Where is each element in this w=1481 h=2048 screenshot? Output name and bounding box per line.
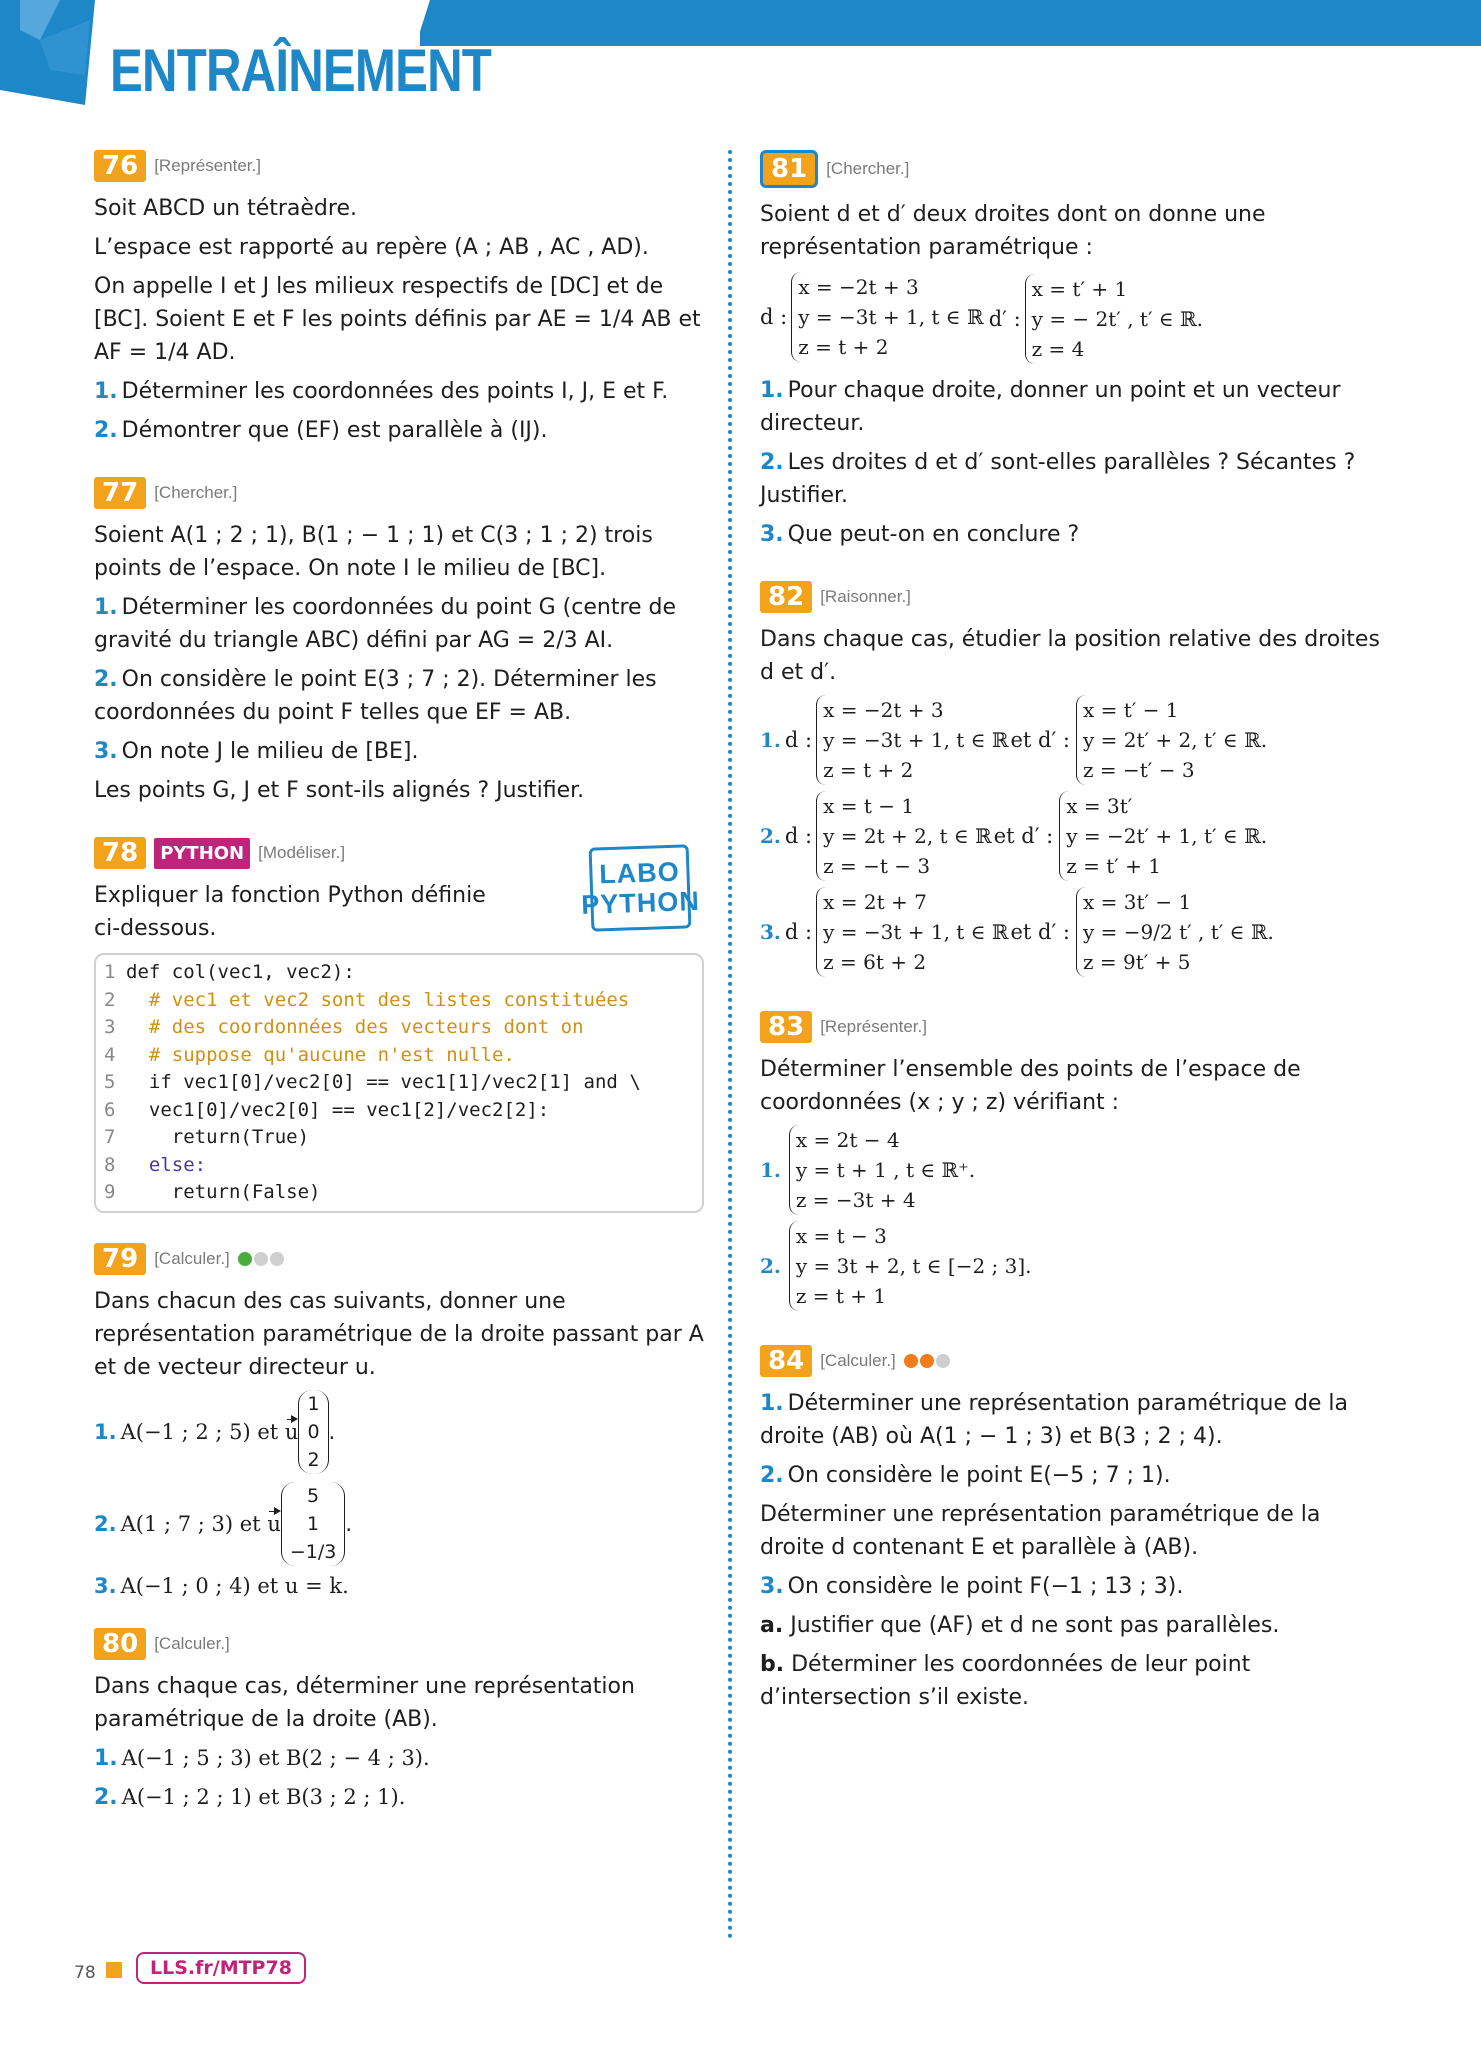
- labo-python-logo: LABO PYTHON: [589, 844, 692, 931]
- exercise-79: [94, 1243, 704, 1598]
- question-3a: a. Justifier que (AF) et d ne sont pas parallèles.: [760, 1613, 1280, 1638]
- exercise-text: On appelle I et J les milieux respectifs de [DC] et de [BC]. Soient E et F les points définis par AE = 1/4 AB et AF = 1/4 AD.: [94, 274, 701, 365]
- column-divider: [728, 150, 732, 1940]
- exercise-text: Dans chaque cas, déterminer une représentation paramétrique de la droite (AB).: [94, 1673, 635, 1732]
- question-1: 1. Déterminer les coordonnées du point G (centre de gravité du triangle ABC) défini par AG = 2/3 AI.: [94, 595, 677, 653]
- case-1: 1. A(−1 ; 2 ; 5) et u 1 0 2 .: [94, 1390, 704, 1474]
- exercise-number: 77: [94, 477, 146, 509]
- code-line: 7 return(True): [104, 1126, 310, 1148]
- page-title: ENTRAÎNEMENT: [110, 37, 492, 104]
- question-1: 1. A(−1 ; 5 ; 3) et B(2 ; − 4 ; 3).: [94, 1745, 430, 1771]
- exercise-80: [94, 1628, 704, 1814]
- skill-tag: [Représenter.]: [820, 1017, 927, 1036]
- question-2: 2. On considère le point E(3 ; 7 ; 2). Déterminer les coordonnées du point F telles que EF = AB.: [94, 667, 657, 725]
- case-2: 2. x = t − 3 y = 3t + 2, t ∈ [−2 ; 3]. z = t + 1: [760, 1221, 1032, 1311]
- code-line: 5 if vec1[0]/vec2[0] == vec1[1]/vec2[1] and \: [104, 1071, 641, 1093]
- exercise-text: Expliquer la fonction Python définie ci-dessous.: [94, 883, 486, 941]
- question-3b: b. Déterminer les coordonnées de leur point d’intersection s’il existe.: [760, 1652, 1251, 1710]
- exercise-number: 81: [760, 150, 818, 188]
- exercise-text: Soit ABCD un tétraèdre.: [94, 196, 357, 221]
- system-d: d : x = −2t + 3 y = −3t + 1, t ∈ ℝ z = t + 2: [760, 272, 984, 362]
- code-line: 9 return(False): [104, 1181, 321, 1203]
- skill-tag: [Calculer.]: [154, 1633, 230, 1653]
- exercise-number: 82: [760, 581, 812, 613]
- exercise-text: Déterminer l’ensemble des points de l’espace de coordonnées (x ; y ; z) vérifiant :: [760, 1057, 1301, 1115]
- system-d-prime: d′ : x = t′ + 1 y = − 2t′ , t′ ∈ ℝ. z = 4: [989, 274, 1203, 364]
- question-1: 1. Pour chaque droite, donner un point et un vecteur directeur.: [760, 378, 1341, 436]
- question-2: 2. A(−1 ; 2 ; 1) et B(3 ; 2 ; 1).: [94, 1784, 406, 1810]
- exercise-82: [760, 581, 1385, 981]
- case-1: 1. d : x = −2t + 3 y = −3t + 1, t ∈ ℝ z = t + 2 et d′ : x = t′ − 1 y = 2t′ + 2, t′ ∈ ℝ. z = −t′ − 3: [760, 695, 1267, 785]
- question-1: 1. Déterminer les coordonnées des points I, J, E et F.: [94, 379, 669, 404]
- exercise-text: Déterminer une représentation paramétrique de la droite d contenant E et parallèle à (AB).: [760, 1502, 1321, 1560]
- exercise-text: Dans chaque cas, étudier la position relative des droites d et d′.: [760, 627, 1380, 685]
- code-line: 4 # suppose qu'aucune n'est nulle.: [104, 1043, 515, 1066]
- vector-matrix: 1 0 2: [298, 1390, 328, 1474]
- code-line: 2 # vec1 et vec2 sont des listes constituées: [104, 988, 630, 1011]
- exercise-number: 76: [94, 150, 146, 182]
- skill-tag: [Chercher.]: [826, 159, 910, 178]
- exercise-number: 80: [94, 1628, 146, 1660]
- question-3: 3. On note J le milieu de [BE].: [94, 739, 419, 764]
- case-2: 2. A(1 ; 7 ; 3) et u 5 1 −1/3 .: [94, 1482, 704, 1566]
- exercise-83: [760, 1011, 1385, 1315]
- python-code-block: [94, 953, 704, 1213]
- right-column: [760, 150, 1385, 1744]
- exercise-number: 79: [94, 1243, 146, 1275]
- case-3: 3. d : x = 2t + 7 y = −3t + 1, t ∈ ℝ z = 6t + 2 et d′ : x = 3t′ − 1 y = −9/2 t′ , t′ ∈ ℝ. z = 9t′ + 5: [760, 887, 1274, 977]
- exercise-number: 78: [94, 837, 146, 869]
- exercise-number: 84: [760, 1345, 812, 1377]
- exercise-84: [760, 1345, 1385, 1714]
- left-column: [94, 150, 704, 1844]
- question-3: 3. Que peut-on en conclure ?: [760, 522, 1080, 547]
- exercise-text: Soient d et d′ deux droites dont on donne une représentation paramétrique :: [760, 202, 1266, 260]
- code-line: 6 vec1[0]/vec2[0] == vec1[2]/vec2[2]:: [104, 1098, 550, 1121]
- skill-tag: [Calculer.]: [154, 1248, 230, 1268]
- skill-tag: [Modéliser.]: [258, 843, 346, 862]
- code-line: 1 def col(vec1, vec2):: [104, 961, 355, 983]
- question-2: 2. On considère le point E(−5 ; 7 ; 1).: [760, 1463, 1171, 1488]
- case-3: 3. A(−1 ; 0 ; 4) et u = k.: [94, 1573, 349, 1598]
- python-tag: PYTHON: [154, 838, 250, 869]
- code-line: 8 else:: [104, 1153, 207, 1176]
- exercise-76: [94, 150, 704, 447]
- question-3: 3. On considère le point F(−1 ; 13 ; 3).: [760, 1574, 1184, 1599]
- skill-tag: [Calculer.]: [820, 1351, 896, 1370]
- difficulty-dots: [238, 1252, 284, 1266]
- skill-tag: [Chercher.]: [154, 483, 238, 502]
- code-line: 3 # des coordonnées des vecteurs dont on: [104, 1016, 584, 1038]
- exercise-text: L’espace est rapporté au repère (A ; AB , AC , AD).: [94, 235, 649, 260]
- case-2: 2. d : x = t − 1 y = 2t + 2, t ∈ ℝ z = −t − 3 et d′ : x = 3t′ y = −2t′ + 1, t′ ∈ ℝ. z = t′ + 1: [760, 791, 1267, 881]
- exercise-text: Soient A(1 ; 2 ; 1), B(1 ; − 1 ; 1) et C(3 ; 1 ; 2) trois points de l’espace. On note I le milieu de [BC].: [94, 523, 653, 581]
- footer-link[interactable]: LLS.fr/MTP78: [136, 1952, 306, 1984]
- exercise-text: Les points G, J et F sont-ils alignés ? Justifier.: [94, 778, 585, 803]
- exercise-77: [94, 477, 704, 807]
- exercise-81: [760, 150, 1385, 551]
- question-2: 2. Démontrer que (EF) est parallèle à (IJ).: [94, 418, 548, 443]
- exercise-text: Dans chacun des cas suivants, donner une représentation paramétrique de la droite passant par A et de vecteur directeur u.: [94, 1288, 704, 1380]
- question-1: 1. Déterminer une représentation paramétrique de la droite (AB) où A(1 ; − 1 ; 3) et B(3 ; 2 ; 4).: [760, 1391, 1349, 1449]
- skill-tag: [Représenter.]: [154, 156, 261, 175]
- difficulty-dots: [904, 1354, 950, 1368]
- case-1: 1. x = 2t − 4 y = t + 1 , t ∈ ℝ⁺. z = −3t + 4: [760, 1125, 975, 1215]
- footer-square: [106, 1962, 122, 1978]
- vector-matrix: 5 1 −1/3: [281, 1482, 346, 1566]
- skill-tag: [Raisonner.]: [820, 587, 911, 606]
- exercise-number: 83: [760, 1011, 812, 1043]
- page-number: 78: [74, 1963, 96, 1983]
- question-2: 2. Les droites d et d′ sont-elles parallèles ? Sécantes ? Justifier.: [760, 450, 1356, 508]
